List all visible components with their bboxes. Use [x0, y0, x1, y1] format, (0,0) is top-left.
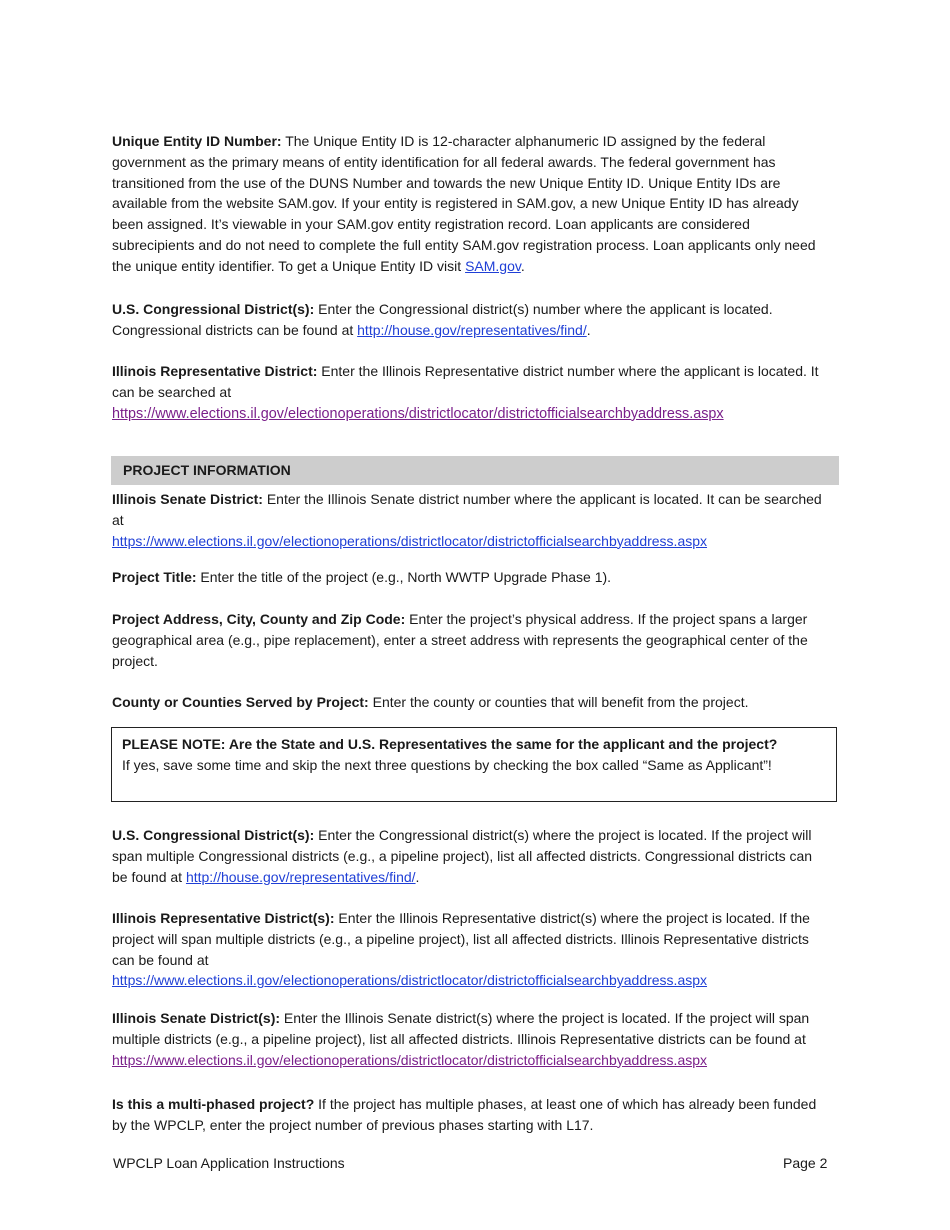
- project-address-paragraph: [112, 609, 830, 671]
- uei-paragraph: [112, 131, 830, 277]
- elections-link[interactable]: https://www.elections.il.gov/electionoperations/districtlocator/districtofficialsearchbyaddress.aspx: [112, 972, 708, 989]
- note-text: If yes, save some time and skip the next three questions by checking the box called “Same as Applicant”!: [122, 756, 772, 773]
- county-label: County or Counties Served by Project:: [112, 694, 369, 710]
- project-il-rep-label: Illinois Representative District(s):: [112, 910, 335, 926]
- county-paragraph: [112, 692, 830, 713]
- project-address-label: Project Address, City, County and Zip Code:: [112, 611, 406, 627]
- applicant-il-rep-label: Illinois Representative District:: [112, 363, 318, 379]
- section-title: PROJECT INFORMATION: [123, 462, 291, 478]
- applicant-il-rep-text: Enter the Illinois Representative district number where the applicant is located. It can be searched at: [112, 363, 819, 400]
- elections-link[interactable]: https://www.elections.il.gov/electionoperations/districtlocator/districtofficialsearchbyaddress.aspx: [112, 405, 724, 422]
- project-title-paragraph: [112, 567, 830, 588]
- applicant-congress-label: U.S. Congressional District(s):: [112, 301, 315, 317]
- multiphase-paragraph: [112, 1094, 830, 1136]
- applicant-congress-end: .: [586, 321, 591, 338]
- project-title-text: Enter the title of the project (e.g., North WWTP Upgrade Phase 1).: [196, 569, 612, 585]
- sam-gov-link[interactable]: SAM.gov: [465, 257, 521, 274]
- senate-paragraph: [112, 489, 830, 551]
- applicant-congress-paragraph: [112, 299, 830, 341]
- project-il-rep-paragraph: [112, 908, 830, 991]
- project-information-header: [111, 456, 839, 485]
- uei-text: The Unique Entity ID is 12-character alphanumeric ID assigned by the federal government as the primary means of entity identification for all federal awards. The federal government has transitioned from the use of the DUNS Number and towards the new Unique Entity ID. Unique Entity IDs are available from the website SAM.gov. If your entity is registered in SAM.gov, a new Unique Entity ID has already been assigned. It’s viewable in your SAM.gov entity registration record. Loan applicants are considered subrecipients and do not need to complete the full entity SAM.gov registration process. Loan applicants only need the unique entity identifier. To get a Unique Entity ID visit: [112, 133, 816, 274]
- project-congress-label: U.S. Congressional District(s):: [112, 827, 315, 843]
- project-congress-end: .: [415, 868, 420, 885]
- applicant-il-rep-paragraph: [112, 361, 830, 424]
- elections-link[interactable]: https://www.elections.il.gov/electionoperations/districtlocator/districtofficialsearchbyaddress.aspx: [112, 1051, 708, 1068]
- house-gov-link[interactable]: http://house.gov/representatives/find/: [357, 321, 587, 338]
- applicant-congress-text: Enter the Congressional district(s) number where the applicant is located. Congressional districts can be found at: [112, 301, 773, 338]
- project-address-text: Enter the project’s physical address. If the project spans a larger geographical area (e.g., pipe replacement), enter a street address with represents the geographical center of the project.: [112, 611, 808, 669]
- project-congress-text: Enter the Congressional district(s) where the project is located. If the project will span multiple Congressional districts (e.g., a pipeline project), list all affected districts. Congressional districts can be found at: [112, 827, 813, 885]
- project-senate-label: Illinois Senate District(s):: [112, 1010, 281, 1026]
- elections-link[interactable]: https://www.elections.il.gov/electionoperations/districtlocator/districtofficialsearchbyaddress.aspx: [112, 532, 708, 549]
- county-text: Enter the county or counties that will benefit from the project.: [368, 694, 749, 710]
- project-senate-paragraph: [112, 1008, 830, 1070]
- project-title-label: Project Title:: [112, 569, 197, 585]
- uei-label: Unique Entity ID Number:: [112, 133, 282, 149]
- please-note-box: [111, 727, 837, 802]
- multiphase-text: If the project has multiple phases, at least one of which has already been funded by the WPCLP, enter the project number of previous phases starting with L17.: [112, 1096, 817, 1133]
- senate-text: Enter the Illinois Senate district number where the applicant is located. It can be searched at: [112, 491, 822, 528]
- footer-page-number: Page 2: [783, 1155, 828, 1171]
- footer-document-title: WPCLP Loan Application Instructions: [113, 1155, 345, 1171]
- note-label: PLEASE NOTE: Are the State and U.S. Representatives the same for the applicant and the project?: [122, 736, 778, 752]
- senate-label: Illinois Senate District:: [112, 491, 263, 507]
- project-senate-text: Enter the Illinois Senate district(s) where the project is located. If the project will span multiple districts (e.g., a pipeline project), list all affected districts. Illinois Representative districts can be found at: [112, 1010, 810, 1047]
- house-gov-link[interactable]: http://house.gov/representatives/find/: [185, 868, 416, 885]
- multiphase-label: Is this a multi-phased project?: [112, 1096, 315, 1112]
- uei-end: .: [520, 257, 525, 274]
- project-congress-paragraph: [112, 825, 830, 887]
- project-il-rep-text: Enter the Illinois Representative district(s) where the project is located. If the project will span multiple districts (e.g., a pipeline project), list all affected districts. Illinois Representative districts can be found at: [112, 910, 810, 968]
